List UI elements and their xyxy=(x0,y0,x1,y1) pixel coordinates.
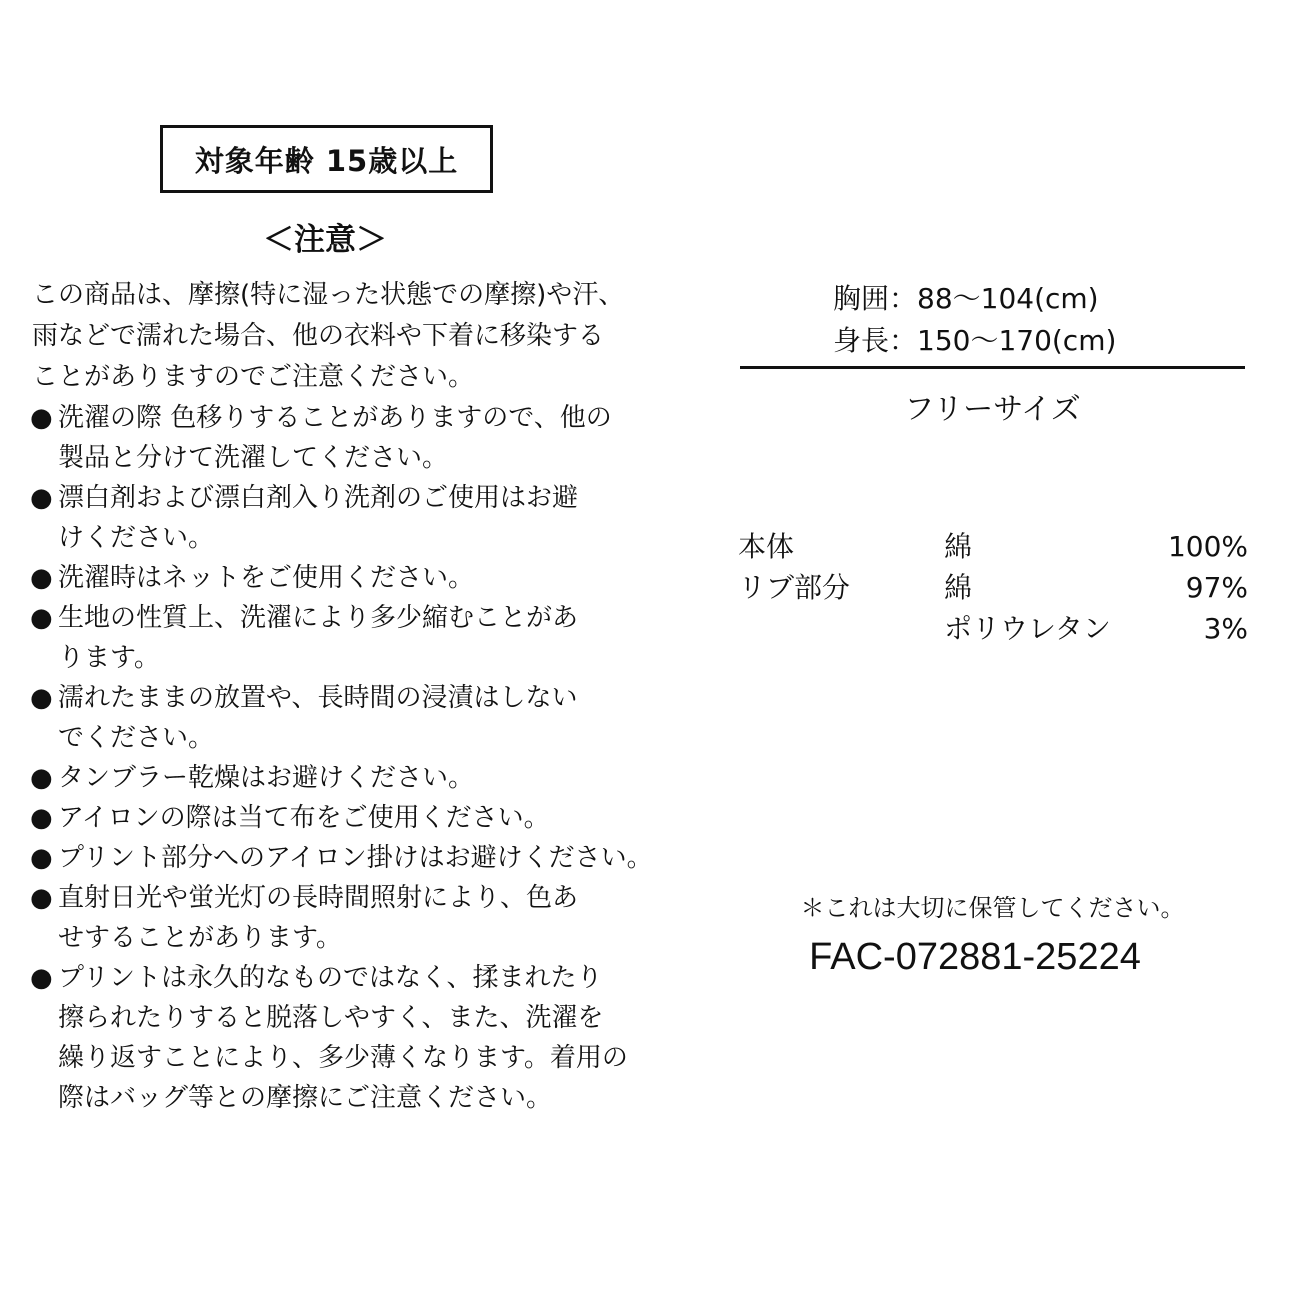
bullet-line: 洗濯の際 色移りすることがありますので、他の xyxy=(58,403,612,433)
bullet-dot-icon: ● xyxy=(30,403,53,433)
bullet-dot-icon: ● xyxy=(30,803,53,833)
bullet-line: 直射日光や蛍光灯の長時間照射により、色あ xyxy=(58,883,579,913)
material-row xyxy=(738,567,1248,608)
caution-title: ＜注意＞ xyxy=(263,222,387,258)
bullet-line: 漂白剤および漂白剤入り洗剤のご使用はお避 xyxy=(58,483,579,513)
material-row xyxy=(738,526,1248,567)
bullet-line: 繰り返すことにより、多少薄くなります。着用の xyxy=(58,1043,628,1073)
bullet-item xyxy=(30,478,640,558)
product-code: FAC-072881-25224 xyxy=(809,936,1141,978)
bullet-line: 洗濯時はネットをご使用ください。 xyxy=(58,563,475,593)
bullet-dot-icon: ● xyxy=(30,763,53,793)
bullet-item xyxy=(30,958,640,1118)
material-fabric: ポリウレタン xyxy=(944,612,1111,645)
age-label: 対象年齢 15歳以上 xyxy=(160,125,493,193)
bullet-item xyxy=(30,598,640,678)
bullet-dot-icon: ● xyxy=(30,563,53,593)
material-fabric: 綿 xyxy=(944,530,973,563)
material-part: リブ部分 xyxy=(738,571,851,604)
bullet-line: でください。 xyxy=(58,723,215,753)
material-part: 本体 xyxy=(738,530,795,563)
bullet-item xyxy=(30,558,640,598)
bullet-item xyxy=(30,798,640,838)
bullet-line: プリント部分へのアイロン掛けはお避けください。 xyxy=(58,843,653,873)
caution-intro xyxy=(32,275,632,398)
material-row xyxy=(738,608,1248,649)
bullet-line: タンブラー乾燥はお避けください。 xyxy=(58,763,475,793)
bullet-line: 生地の性質上、洗濯により多少縮むことがあ xyxy=(58,603,579,633)
material-percent: 100% xyxy=(1167,530,1248,563)
chest-size: 胸囲：88〜104(cm) xyxy=(833,282,1099,315)
material-composition xyxy=(738,526,1248,649)
bullet-line: プリントは永久的なものではなく、揉まれたり xyxy=(58,963,603,993)
bullet-line: 製品と分けて洗濯してください。 xyxy=(58,443,449,473)
bullet-item xyxy=(30,838,653,878)
bullet-line: 擦られたりすると脱落しやすく、また、洗濯を xyxy=(58,1003,604,1033)
bullet-line: 濡れたままの放置や、長時間の浸漬はしない xyxy=(58,683,578,713)
bullet-line: けください。 xyxy=(58,523,215,553)
bullet-dot-icon: ● xyxy=(30,843,53,873)
bullet-dot-icon: ● xyxy=(30,683,53,713)
intro-line: ことがありますのでご注意ください。 xyxy=(32,362,475,392)
intro-line: この商品は、摩擦(特に湿った状態での摩擦)や汗、 xyxy=(32,280,625,310)
bullet-item xyxy=(30,758,640,798)
bullet-dot-icon: ● xyxy=(30,963,53,993)
bullet-dot-icon: ● xyxy=(30,883,53,913)
bullet-line: アイロンの際は当て布をご使用ください。 xyxy=(58,803,550,833)
bullet-dot-icon: ● xyxy=(30,483,53,513)
bullet-dot-icon: ● xyxy=(30,603,53,633)
material-percent: 3% xyxy=(1203,612,1248,645)
bullet-item xyxy=(30,398,640,478)
free-size-label: フリーサイズ xyxy=(904,392,1081,427)
bullet-item xyxy=(30,678,640,758)
bullet-line: せすることがあります。 xyxy=(58,923,342,953)
bullet-line: 際はバッグ等との摩擦にご注意ください。 xyxy=(58,1083,553,1113)
material-percent: 97% xyxy=(1185,571,1248,604)
bullet-item xyxy=(30,878,640,958)
caution-bullet-list xyxy=(30,398,653,1118)
storage-note: ＊これは大切に保管してください。 xyxy=(800,894,1185,922)
material-fabric: 綿 xyxy=(944,571,973,604)
bullet-line: ります。 xyxy=(58,643,160,673)
height-size: 身長：150〜170(cm) xyxy=(833,324,1117,357)
divider xyxy=(740,366,1245,369)
size-spec xyxy=(740,278,1245,362)
intro-line: 雨などで濡れた場合、他の衣料や下着に移染する xyxy=(32,321,605,351)
